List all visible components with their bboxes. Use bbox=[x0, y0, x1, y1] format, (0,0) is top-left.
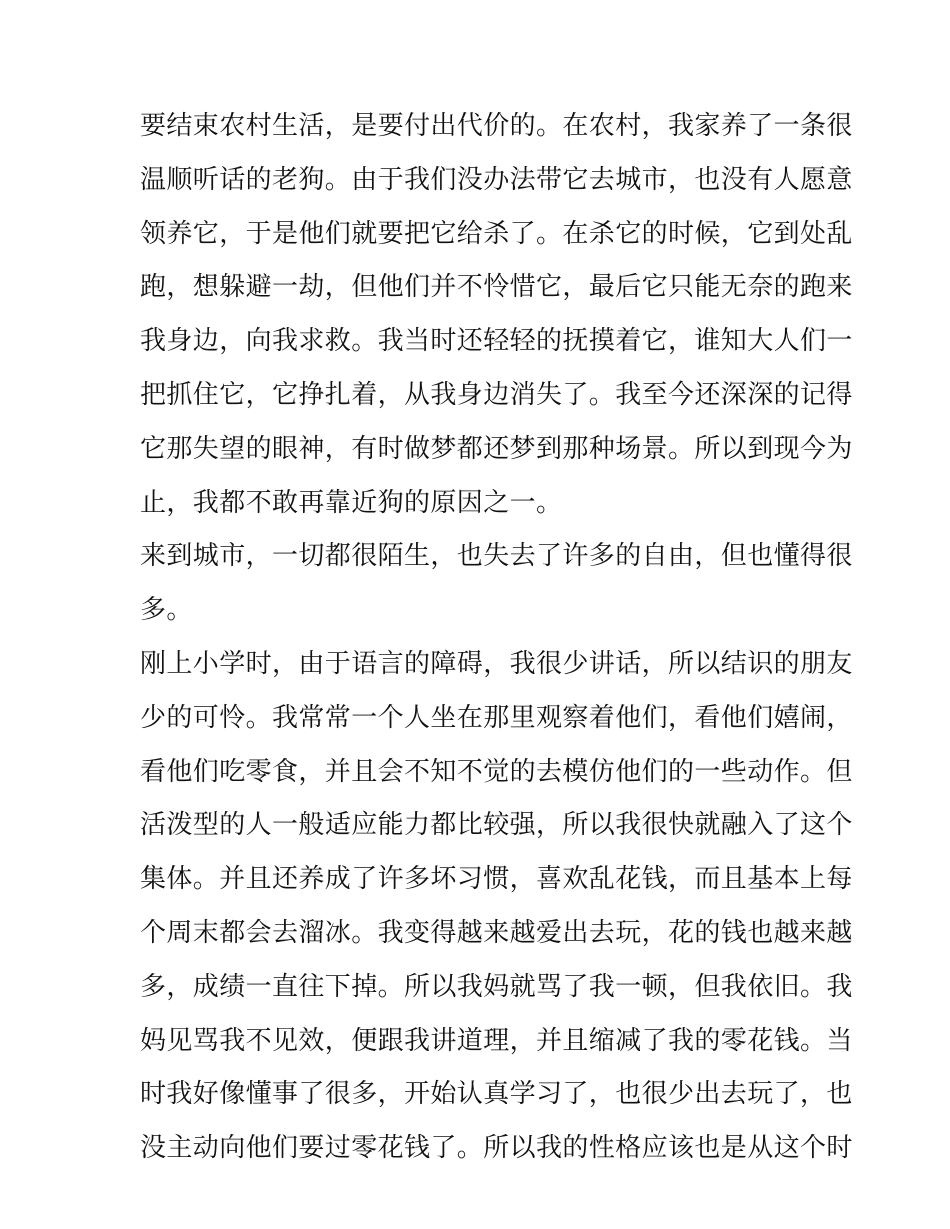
text-line: 看他们吃零食，并且会不知不觉的去模仿他们的一些动作。但 bbox=[140, 756, 853, 787]
text-line: 活泼型的人一般适应能力都比较强，所以我很快就融入了这个 bbox=[140, 810, 853, 841]
body-text bbox=[140, 100, 853, 1176]
text-line: 少的可怜。我常常一个人坐在那里观察着他们，看他们嬉闹， bbox=[140, 702, 853, 733]
text-line: 集体。并且还养成了许多坏习惯，喜欢乱花钱，而且基本上每 bbox=[140, 864, 853, 895]
text-line: 把抓住它，它挣扎着，从我身边消失了。我至今还深深的记得 bbox=[140, 379, 853, 410]
text-line: 我身边，向我求救。我当时还轻轻的抚摸着它，谁知大人们一 bbox=[140, 326, 853, 357]
text-line: 要结束农村生活，是要付出代价的。在农村，我家养了一条很 bbox=[140, 111, 853, 141]
text-line: 刚上小学时，由于语言的障碍，我很少讲话，所以结识的朋友 bbox=[140, 648, 853, 679]
text-line: 它那失望的眼神，有时做梦都还梦到那种场景。所以到现今为 bbox=[140, 433, 853, 464]
text-line: 多。 bbox=[140, 595, 193, 626]
text-line: 没主动向他们要过零花钱了。所以我的性格应该也是从这个时 bbox=[140, 1133, 853, 1164]
text-line: 领养它，于是他们就要把它给杀了。在杀它的时候，它到处乱 bbox=[140, 218, 853, 249]
text-line: 个周末都会去溜冰。我变得越来越爱出去玩，花的钱也越来越 bbox=[140, 917, 853, 948]
text-line: 妈见骂我不见效，便跟我讲道理，并且缩减了我的零花钱。当 bbox=[140, 1025, 853, 1056]
text-line: 止，我都不敢再靠近狗的原因之一。 bbox=[140, 487, 563, 518]
text-line: 多，成绩一直往下掉。所以我妈就骂了我一顿，但我依旧。我 bbox=[140, 971, 853, 1002]
text-line: 跑，想躲避一劫，但他们并不怜惜它，最后它只能无奈的跑来 bbox=[140, 272, 853, 303]
text-line: 温顺听话的老狗。由于我们没办法带它去城市，也没有人愿意 bbox=[140, 164, 853, 195]
text-line: 时我好像懂事了很多，开始认真学习了，也很少出去玩了，也 bbox=[140, 1079, 853, 1110]
text-line: 来到城市，一切都很陌生，也失去了许多的自由，但也懂得很 bbox=[140, 541, 853, 572]
